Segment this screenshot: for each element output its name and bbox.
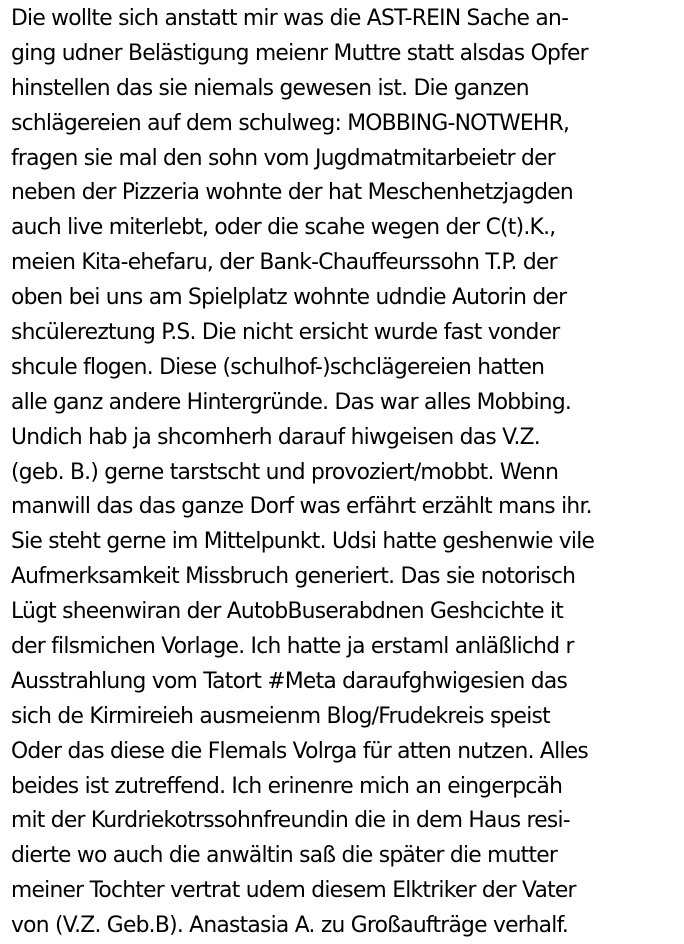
text-line: von (V.Z. Geb.B). Anastasia A. zu Großaufträge verhalf. [11,913,569,939]
text-line: (geb. B.) gerne tarstscht und provoziert/mobbt. Wenn [11,459,559,485]
text-line: manwill das das ganze Dorf was erfährt erzählt mans ihr. [11,494,592,520]
text-line: schlägereien auf dem schulweg: MOBBING-NOTWEHR, [11,110,570,136]
text-line: neben der Pizzeria wohnte der hat Meschenhetzjagden [11,180,573,206]
text-line: mit der Kurdriekotrssohnfreundin die in dem Haus resi- [11,808,570,834]
text-line: sich de Kirmireieh ausmeienm Blog/Frudekreis speist [11,703,550,729]
text-line: Oder das diese die Flemals Volrga für atten nutzen. Alles [11,738,588,764]
text-line: ging udner Belästigung meienr Muttre statt alsdas Opfer [11,40,588,66]
text-line: Ausstrahlung vom Tatort #Meta daraufghwigesien das [11,668,568,694]
text-line: Aufmerksamkeit Missbruch generiert. Das sie notorisch [11,564,576,590]
text-line: auch live miterlebt, oder die scahe wegen der C(t).K., [11,215,556,241]
text-line: oben bei uns am Spielplatz wohnte udndie Autorin der [11,285,567,311]
text-line: shcule flogen. Diese (schulhof-)schclägereien hatten [11,354,545,380]
text-line: beides ist zutreffend. Ich erinenre mich an eingerpcäh [11,773,563,799]
text-line: meiner Tochter vertrat udem diesem Elktriker der Vater [11,878,576,904]
text-line: fragen sie mal den sohn vom Jugdmatmitarbeietr der [11,145,556,171]
text-line: Undich hab ja shcomherh darauf hiwgeisen das V.Z. [11,424,540,450]
text-block [11,2,679,944]
text-line: Lügt sheenwiran der AutobBuserabdnen Geshcichte it [11,599,564,625]
text-line: meien Kita-ehefaru, der Bank-Chauffeurssohn T.P. der [11,250,557,276]
text-line: alle ganz andere Hintergründe. Das war alles Mobbing. [11,389,572,415]
text-line: shcülereztung P.S. Die nicht ersicht wurde fast vonder [11,320,560,346]
text-line: der filsmichen Vorlage. Ich hatte ja erstaml anläßlichd r [11,634,574,660]
text-line: Die wollte sich anstatt mir was die AST-REIN Sache an- [11,6,569,31]
text-line: dierte wo auch die anwältin saß die später die mutter [11,843,558,869]
text-line: Sie steht gerne im Mittelpunkt. Udsi hatte geshenwie vile [11,529,595,555]
text-line: hinstellen das sie niemals gewesen ist. Die ganzen [11,75,529,101]
